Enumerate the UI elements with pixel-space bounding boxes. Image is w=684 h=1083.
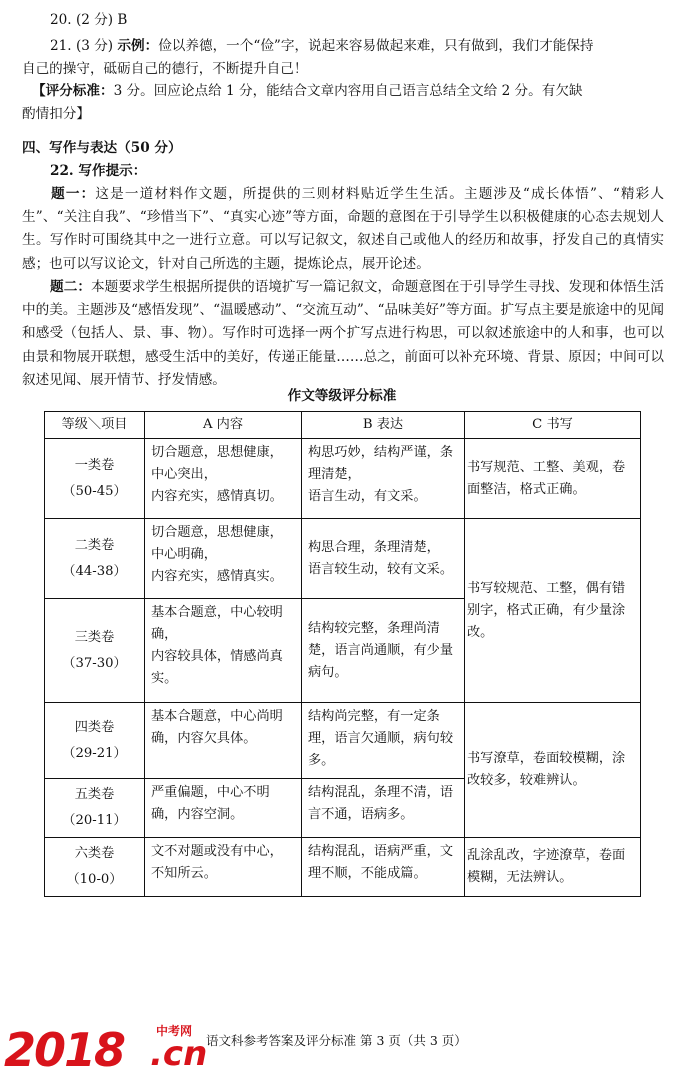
q21-example-text-1: 俭以养德，一个“俭”字，说起来容易做起来难，只有做到，我们才能保持	[158, 38, 594, 54]
q21-example-text-2: 自己的操守，砥砺自己的德行，不断提升自己！	[22, 61, 308, 77]
expression-cell: 结构混乱，语病严重，文理不顺，不能成篇。	[302, 838, 465, 897]
level-cell: 六类卷 （10-0）	[45, 838, 145, 897]
content-cell: 切合题意，思想健康，中心明确， 内容充实，感情真实。	[145, 519, 302, 599]
writing-cell: 书写较规范、工整，偶有错别字，格式正确，有少量涂改。	[465, 519, 641, 703]
q21-example-label: 示例：	[117, 38, 159, 54]
expression-cell: 结构混乱，条理不清，语言不通，语病多。	[302, 779, 465, 838]
topic-2-label: 题二：	[50, 279, 91, 295]
site-logo-name: 中考网	[156, 1024, 193, 1038]
answer-q21	[50, 36, 654, 56]
level-cell: 二类卷 （44-38）	[45, 519, 145, 599]
header-writing: C 书写	[465, 412, 641, 439]
expression-cell: 结构尚完整，有一定条理，语言欠通顺，病句较多。	[302, 703, 465, 779]
header-level: 等级＼项目	[45, 412, 145, 439]
site-logo-number: 2018	[4, 1023, 125, 1077]
writing-cell: 书写潦草，卷面较模糊，涂改较多，较难辨认。	[465, 703, 641, 838]
level-cell: 一类卷 （50-45）	[45, 439, 145, 519]
content-cell: 严重偏题，中心不明确，内容空洞。	[145, 779, 302, 838]
q21-scoring	[32, 81, 654, 101]
q21-scoring-label: 【评分标准：	[32, 83, 114, 99]
expression-cell: 构思合理，条理清楚， 语言较生动，较有文采。	[302, 519, 465, 599]
content-cell: 切合题意，思想健康，中心突出， 内容充实，感情真切。	[145, 439, 302, 519]
q22-label: 22. 写作提示：	[50, 163, 147, 179]
header-expression: B 表达	[302, 412, 465, 439]
site-logo-domain: .cn	[150, 1034, 208, 1074]
expression-cell: 结构较完整，条理尚清楚，语言尚通顺，有少量病句。	[302, 599, 465, 703]
header-content: A 内容	[145, 412, 302, 439]
q21-scoring-text-2: 酌情扣分】	[22, 106, 90, 122]
table-row	[45, 519, 641, 599]
section-4-heading: 四、写作与表达（50 分）	[22, 140, 182, 156]
content-cell: 基本合题意，中心较明确， 内容较具体，情感尚真实。	[145, 599, 302, 703]
topic-1-paragraph	[22, 183, 664, 276]
level-cell: 五类卷 （20-11）	[45, 779, 145, 838]
q21-scoring-text-1: 3 分。回应论点给 1 分，能结合文章内容用自己语言总结全文给 2 分。有欠缺	[113, 83, 583, 99]
table-row	[45, 703, 641, 779]
writing-cell: 乱涂乱改，字迹潦草，卷面模糊，无法辨认。	[465, 838, 641, 897]
page-number-text: 语文科参考答案及评分标准 第 3 页（共 3 页）	[206, 1033, 467, 1048]
q21-number: 21. (3 分)	[50, 38, 118, 54]
table-row	[45, 838, 641, 897]
content-cell: 基本合题意，中心尚明确，内容欠具体。	[145, 703, 302, 779]
answer-q20: 20. (2 分) B	[50, 12, 128, 28]
topic-1-label: 题一：	[50, 186, 96, 202]
expression-cell: 构思巧妙，结构严谨，条理清楚， 语言生动，有文采。	[302, 439, 465, 519]
level-cell: 四类卷 （29-21）	[45, 703, 145, 779]
table-row	[45, 439, 641, 519]
page-footer	[0, 1020, 684, 1080]
topic-2-paragraph	[22, 276, 664, 392]
topic-2-text: 本题要求学生根据所提供的语境扩写一篇记叙文，命题意图在于引导学生寻找、发现和体悟生活中的美。主题涉及“感悟发现”、“温暖感动”、“交流互动”、“品味美好”等方面。扩写点主要是旅途中的见闻和感受（包括人、景、事、物）。写作时可选择一两个扩写点进行构思，可以叙述旅途中的人和事，也可以由景和物展开联想，感受生活中的美好，传递正能量……总之，前面可以补充环境、背景、原因；中间可以叙述见闻、展开情节、抒发情感。	[22, 279, 664, 388]
writing-cell: 书写规范、工整、美观，卷面整洁，格式正确。	[465, 439, 641, 519]
table-header-row	[45, 412, 641, 439]
grading-table-title: 作文等级评分标准	[287, 388, 397, 404]
topic-1-text: 这是一道材料作文题，所提供的三则材料贴近学生生活。主题涉及“成长体悟”、“精彩人生”、“关注自我”、“珍惜当下”、“真实心迹”等方面，命题的意图在于引导学生以积极健康的心态去规划人生。写作时可围绕其中之一进行立意。可以写记叙文，叙述自己或他人的经历和故事，抒发自己的真情实感；也可以写议论文，针对自己所选的主题，提炼论点，展开论述。	[22, 186, 665, 272]
level-cell: 三类卷 （37-30）	[45, 599, 145, 703]
grading-table	[44, 411, 641, 897]
content-cell: 文不对题或没有中心，不知所云。	[145, 838, 302, 897]
